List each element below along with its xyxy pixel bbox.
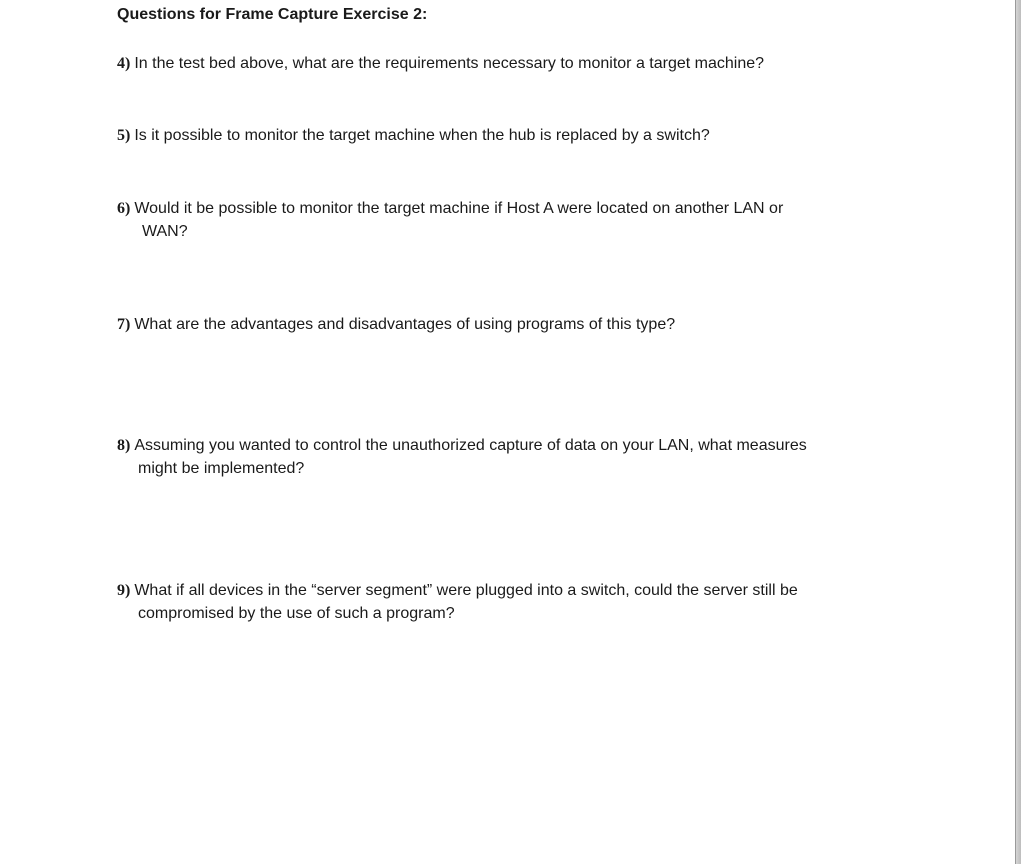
question-text: Would it be possible to monitor the target machine if Host A were located on another LAN or <box>134 200 784 217</box>
question-text-continued: might be implemented? <box>138 460 305 477</box>
question-text-continued: compromised by the use of such a program? <box>138 605 455 622</box>
question-text: Is it possible to monitor the target machine when the hub is replaced by a switch? <box>134 127 710 144</box>
question-text: What are the advantages and disadvantages of using programs of this type? <box>134 316 676 333</box>
question-7 <box>117 313 877 336</box>
question-9 <box>117 579 877 625</box>
question-text: In the test bed above, what are the requirements necessary to monitor a target machine? <box>134 55 765 72</box>
page-edge-shadow <box>1015 0 1021 864</box>
question-number: 5) <box>117 127 131 144</box>
question-4 <box>117 52 877 75</box>
question-number: 4) <box>117 55 131 72</box>
question-text-continued: WAN? <box>142 223 188 240</box>
question-text: Assuming you wanted to control the unauthorized capture of data on your LAN, what measures <box>134 437 807 454</box>
question-number: 6) <box>117 200 131 217</box>
question-8 <box>117 434 877 480</box>
question-number: 7) <box>117 316 131 333</box>
question-number: 9) <box>117 582 131 599</box>
question-5 <box>117 124 877 147</box>
question-6 <box>117 197 877 243</box>
page-title: Questions for Frame Capture Exercise 2: <box>117 6 428 23</box>
question-number: 8) <box>117 437 131 454</box>
question-text: What if all devices in the “server segment” were plugged into a switch, could the server still be <box>134 582 798 599</box>
